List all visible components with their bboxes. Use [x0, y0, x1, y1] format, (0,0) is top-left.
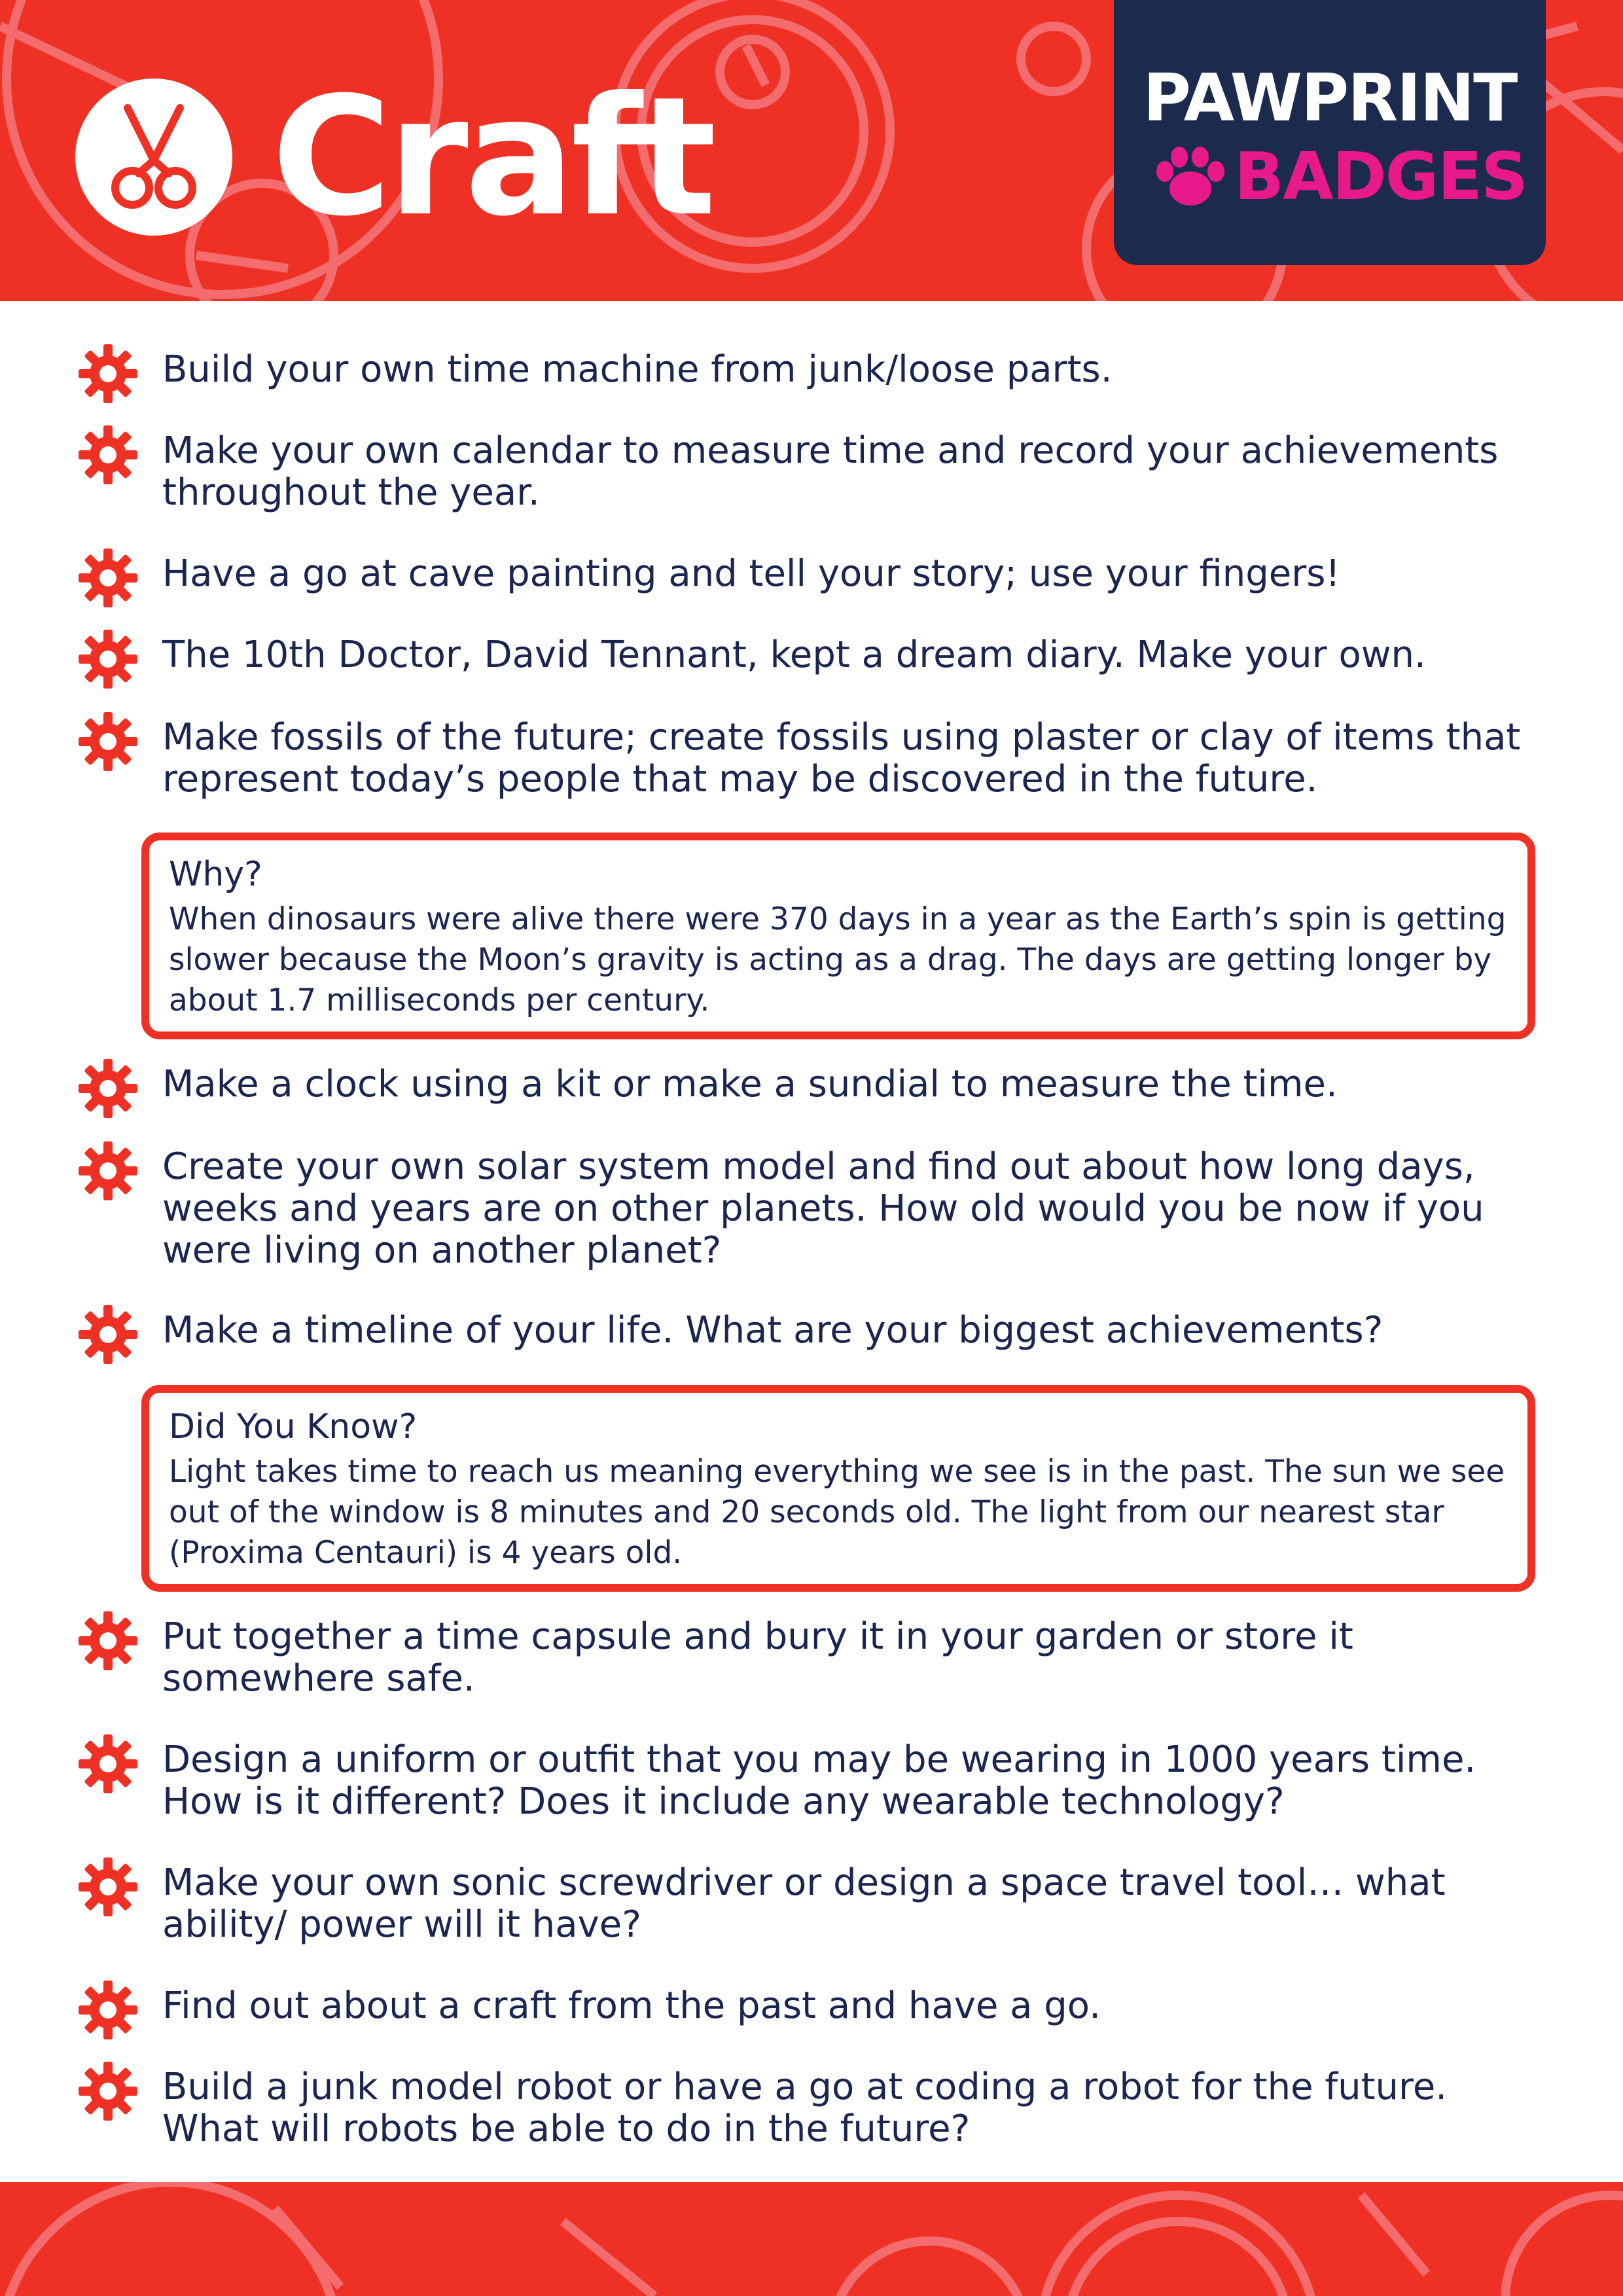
list-item-text: Find out about a craft from the past and have a go.	[162, 1984, 1101, 2027]
cog-bullet-icon	[77, 1979, 139, 2041]
logo-text-badges: BADGES	[1234, 138, 1527, 215]
why-box-title: Why?	[169, 855, 262, 894]
list-item-text: Make your own sonic screwdriver or design a space travel tool… what ability/ power will it have?	[162, 1861, 1446, 1946]
list-item-text: Create your own solar system model and find out about how long days, weeks and years are on other planets. How old would you be now if you were living on another planet?	[162, 1145, 1484, 1272]
cog-bullet-icon	[77, 1058, 139, 1119]
did-you-know-body: Light takes time to reach us meaning everything we see is in the past. The sun we see out of the window is 8 minutes and 20 seconds old. The light from our nearest star (Proxima Centauri) is 4 years old.	[169, 1454, 1505, 1571]
header-banner	[0, 0, 1623, 301]
page-title: Craft	[272, 62, 713, 252]
list-item-text: Build a junk model robot or have a go at coding a robot for the future. What will robots be able to do in the future?	[162, 2066, 1448, 2150]
pawprint-badges-logo	[1114, 0, 1546, 265]
footer-pattern-decoration	[0, 2182, 1623, 2296]
cog-bullet-icon	[77, 1610, 139, 1672]
cog-bullet-icon	[77, 547, 139, 609]
list-item-text: The 10th Doctor, David Tennant, kept a dream diary. Make your own.	[162, 634, 1426, 676]
list-item-text: Make your own calendar to measure time and record your achievements throughout the year.	[162, 429, 1499, 514]
did-you-know-title: Did You Know?	[169, 1407, 418, 1446]
list-item-text: Make fossils of the future; create fossils using plaster or clay of items that represent today’s people that may be discovered in the future.	[162, 716, 1521, 800]
logo-bottom-row	[1153, 138, 1527, 215]
paw-icon	[1153, 144, 1225, 209]
footer-banner	[0, 2182, 1623, 2296]
list-item-text: Put together a time capsule and bury it in your garden or store it somewhere safe.	[162, 1615, 1353, 1700]
list-item-text: Design a uniform or outfit that you may be wearing in 1000 years time. How is it different? Does it include any wearable technology?	[162, 1738, 1476, 1823]
cog-bullet-icon	[77, 343, 139, 404]
list-item-text: Make a clock using a kit or make a sundial to measure the time.	[162, 1063, 1338, 1105]
logo-text-pawprint: PAWPRINT	[1143, 60, 1517, 136]
did-you-know-box	[141, 1385, 1535, 1592]
cog-bullet-icon	[77, 1856, 139, 1918]
scissors-icon	[75, 79, 232, 236]
cog-bullet-icon	[77, 711, 139, 772]
why-info-box	[141, 833, 1535, 1039]
cog-bullet-icon	[77, 628, 139, 690]
cog-bullet-icon	[77, 2060, 139, 2122]
list-item-text: Build your own time machine from junk/loose parts.	[162, 348, 1113, 391]
cog-bullet-icon	[77, 1140, 139, 1202]
cog-bullet-icon	[77, 1733, 139, 1795]
list-item-text: Make a timeline of your life. What are your biggest achievements?	[162, 1309, 1383, 1352]
title-group	[75, 62, 713, 252]
list-item-text: Have a go at cave painting and tell your story; use your fingers!	[162, 552, 1340, 595]
why-box-body: When dinosaurs were alive there were 370 days in a year as the Earth’s spin is getting slower because the Moon’s gravity is acting as a drag. The days are getting longer by about 1.7 milliseconds per century.	[169, 901, 1507, 1018]
cog-bullet-icon	[77, 1304, 139, 1365]
cog-bullet-icon	[77, 424, 139, 486]
